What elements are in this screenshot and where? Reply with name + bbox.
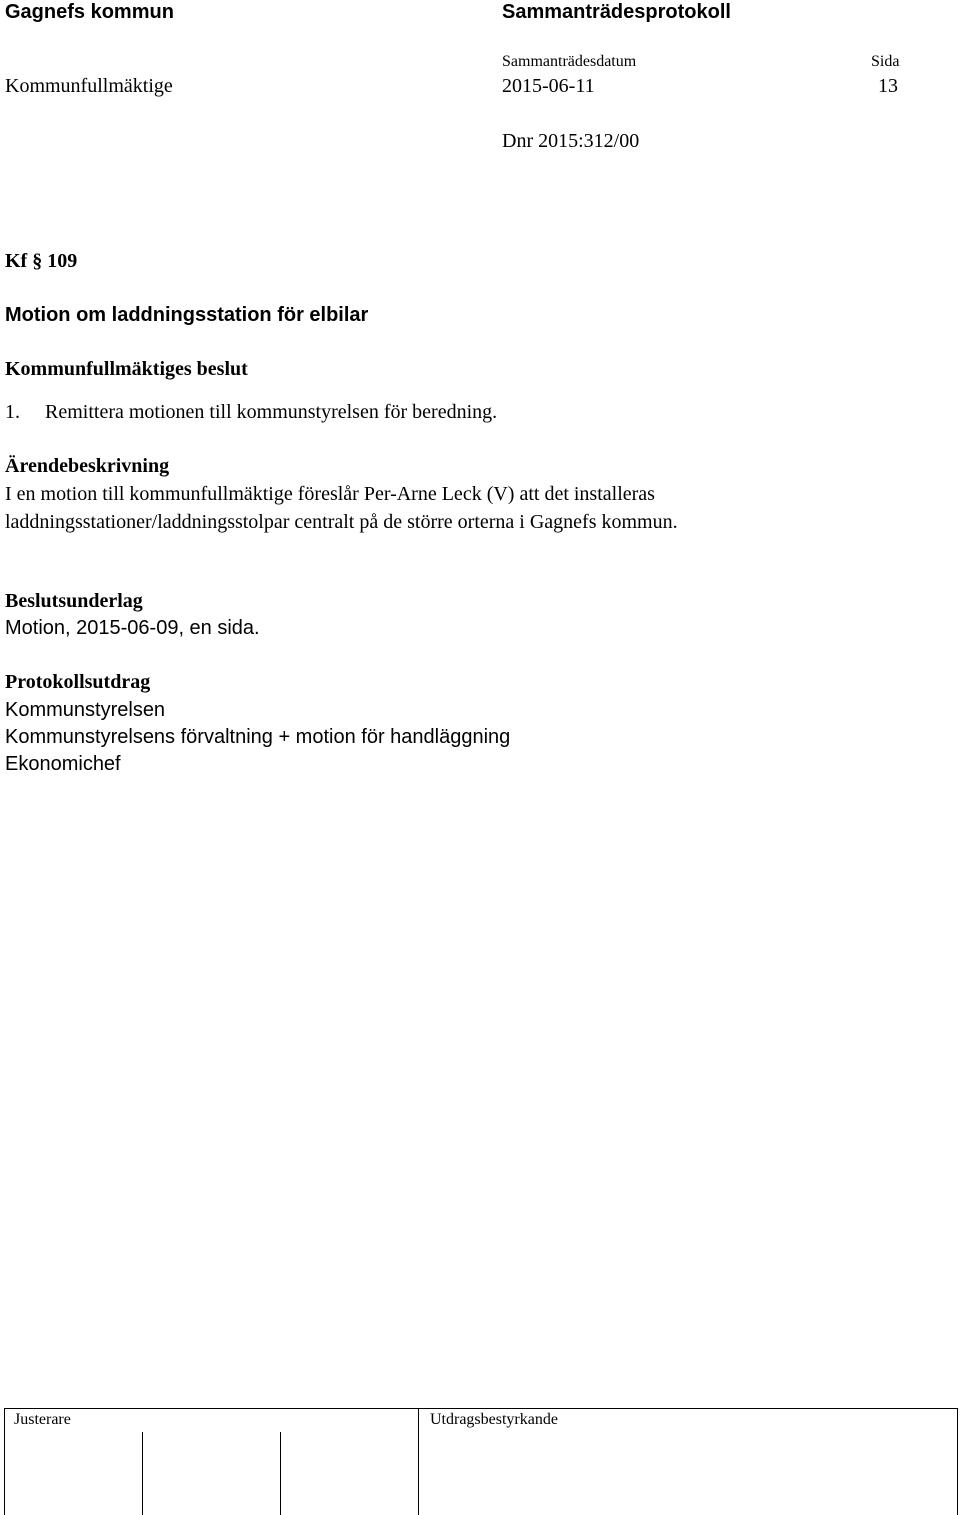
adjuster-label: Justerare (14, 1411, 71, 1428)
paragraph-reference: Kf § 109 (5, 250, 78, 272)
registration-number: Dnr 2015:312/00 (502, 130, 640, 152)
meeting-date: 2015-06-11 (502, 75, 595, 97)
footer-border-left (4, 1408, 5, 1515)
organization-name: Gagnefs kommun (5, 1, 174, 23)
decision-item (5, 402, 497, 422)
extract-recipient-list (5, 697, 510, 778)
list-item: Kommunstyrelsens förvaltning + motion för handläggning (5, 726, 511, 748)
list-item: Ekonomichef (5, 753, 121, 775)
description-heading: Ärendebeskrivning (5, 455, 170, 477)
meeting-date-label: Sammanträdesdatum (502, 53, 637, 70)
decision-heading: Kommunfullmäktiges beslut (5, 358, 248, 380)
signature-box-divider (280, 1432, 281, 1515)
certify-label: Utdragsbestyrkande (430, 1411, 558, 1428)
page-number: 13 (878, 75, 898, 97)
matter-title: Motion om laddningsstation för elbilar (5, 304, 369, 326)
footer-border-middle (418, 1408, 419, 1515)
decision-item-number: 1. (5, 401, 20, 423)
list-item: Kommunstyrelsen (5, 699, 166, 721)
basis-heading: Beslutsunderlag (5, 590, 143, 612)
document-type: Sammanträdesprotokoll (502, 1, 731, 23)
footer-border-right (957, 1408, 958, 1515)
footer-divider (4, 1408, 958, 1409)
description-text: I en motion till kommunfullmäktige föreslår Per-Arne Leck (V) att det installeras laddningsstationer/laddningsstolpar centralt på de större orterna i Gagnefs kommun. (5, 483, 678, 533)
extract-heading: Protokollsutdrag (5, 671, 151, 693)
signature-box-divider (142, 1432, 143, 1515)
page-label: Sida (871, 53, 900, 70)
decision-item-text: Remittera motionen till kommunstyrelsen för beredning. (45, 401, 498, 423)
body-name: Kommunfullmäktige (5, 75, 173, 97)
basis-text: Motion, 2015-06-09, en sida. (5, 617, 260, 639)
